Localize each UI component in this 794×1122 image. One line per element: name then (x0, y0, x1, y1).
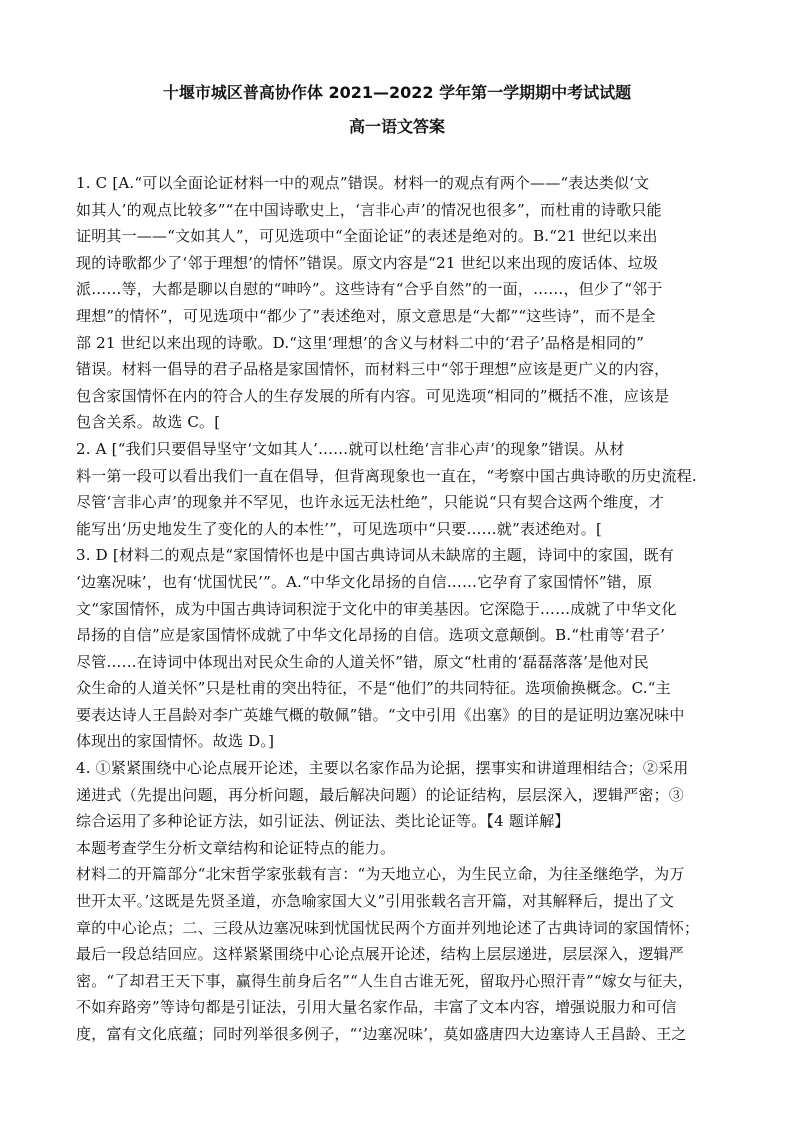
document-subtitle: 高一语文答案 (348, 117, 445, 136)
text-line: 错误。材料一倡导的君子品格是家国情怀，而材料三中“邻于理想”应该是更广义的内容， (76, 360, 670, 379)
text-line: 材料二的开篇部分“北宋哲学家张载有言：“为天地立心，为生民立命，为往圣继绝学，为万 (76, 865, 685, 884)
text-line: 要表达诗人王昌龄对李广英雄气概的敬佩”错。“文中引用《出塞》的目的是证明边塞况味中 (76, 705, 685, 724)
text-line: 密。“了却君王天下事，赢得生前身后名”“人生自古谁无死，留取丹心照汗青”“嫁女与征夫， (76, 971, 693, 990)
text-line: 理想”的情怀”，可见选项中“都少了”表述绝对，原文意思是“大都”“这些诗”，而不是全 (76, 306, 656, 325)
text-line: 包含关系。故选 C。[ (76, 413, 221, 432)
answer-body (76, 170, 726, 1048)
text-line: 料一第一段可以看出我们一直在倡导，但背离现象也一直在，“考察中国古典诗歌的历史流程. (76, 466, 697, 485)
text-line: 最后一段总结回应。这样紧紧围绕中心论点展开论述，结构上层层递进，层层深入，逻辑严 (76, 945, 685, 964)
text-line: 证明其一——“文如其人”，可见选项中“全面论证”的表述是绝对的。B.“21 世纪以来出 (76, 227, 658, 246)
text-line: 4. ①紧紧围绕中心论点展开论述，主要以名家作品为论据，摆事实和讲道理相结合；②采用 (76, 759, 689, 778)
text-line: 部 21 世纪以来出现的诗歌。D.“这里‘理想’的含义与材料二中的‘君子’品格是相同的” (76, 333, 645, 352)
text-line: 如其人’的观点比较多”“在中国诗歌史上，‘言非心声’的情况也很多”，而杜甫的诗歌只能 (76, 200, 662, 219)
document-title: 十堰市城区普高协作体 2021—2022 学年第一学期期中考试试题 (162, 83, 632, 102)
text-line: 包含家国情怀在内的符合人的生存发展的所有内容。可见选项“相同的”概括不准，应该是 (76, 386, 670, 405)
text-line: 2. A [“我们只要倡导坚守‘文如其人’……就可以杜绝‘言非心声’的现象”错误。从材 (76, 439, 625, 458)
text-line: 现的诗歌都少了‘邻于理想’的情怀”错误。原文内容是“21 世纪以来出现的废话体、垃圾 (76, 253, 659, 272)
text-line: 世开太平。’这既是先贤圣道，亦急喻家国大义”引用张载名言开篇，对其解释后，提出了文 (76, 892, 675, 911)
text-line: ‘边塞况味’，也有‘忧国忧民’”。A.“中华文化昂扬的自信……它孕育了家国情怀”错，原 (76, 572, 653, 591)
text-line: 1. C [A.“可以全面论证材料一中的观点”错误。材料一的观点有两个——“表达类似‘文 (76, 174, 650, 192)
text-line: 章的中心论点；二、三段从边塞况味到忧国忧民两个方面并列地论述了古典诗词的家国情怀； (76, 918, 700, 937)
text-line: 递进式（先提出问题，再分析问题，最后解决问题）的论证结构，层层深入，逻辑严密；③ (76, 785, 685, 804)
text-line: 不如弃路旁”等诗句都是引证法，引用大量名家作品，丰富了文本内容，增强说服力和可信 (76, 998, 677, 1017)
text-line: 综合运用了多种论证方法，如引证法、例证法、类比论证等。【4 题详解】 (76, 812, 570, 831)
text-line: 尽管‘言非心声’的现象并不罕见，也许永远无法杜绝”，只能说“只有契合这两个维度，才 (76, 493, 665, 512)
text-line: 能写出‘历史地发生了变化的人的本性’”，可见选项中“只要……就”表述绝对。[ (76, 519, 602, 538)
text-line: 昂扬的自信”应是家国情怀成就了中华文化昂扬的自信。选项文意颠倒。B.“杜甫等‘君子’ (76, 626, 666, 645)
text-line: 文“家国情怀，成为中国古典诗词积淀于文化中的审美基因。它深隐于……成就了中华文化 (76, 599, 677, 618)
text-line: 体现出的家国情怀。故选 D。] (76, 732, 275, 751)
text-line: 众生命的人道关怀”只是杜甫的突出特征，不是“他们”的共同特征。选项偷换概念。C.“主 (76, 679, 671, 698)
text-line: 度，富有文化底蕴；同时列举很多例子，“‘边塞况味’，莫如盛唐四大边塞诗人王昌龄、王之 (76, 1025, 687, 1043)
text-line: 派……等，大都是聊以自慰的“呻吟”。这些诗有“合乎自然”的一面，……，但少了“邻于 (76, 280, 663, 299)
text-line: 本题考查学生分析文章结构和论证特点的能力。 (76, 838, 396, 857)
text-line: 尽管……在诗词中体现出对民众生命的人道关怀”错，原文“杜甫的‘磊磊落落’是他对民 (76, 652, 649, 671)
text-line: 3. D [材料二的观点是“家国情怀也是中国古典诗词从未缺席的主题，诗词中的家国，既有 (76, 546, 674, 565)
